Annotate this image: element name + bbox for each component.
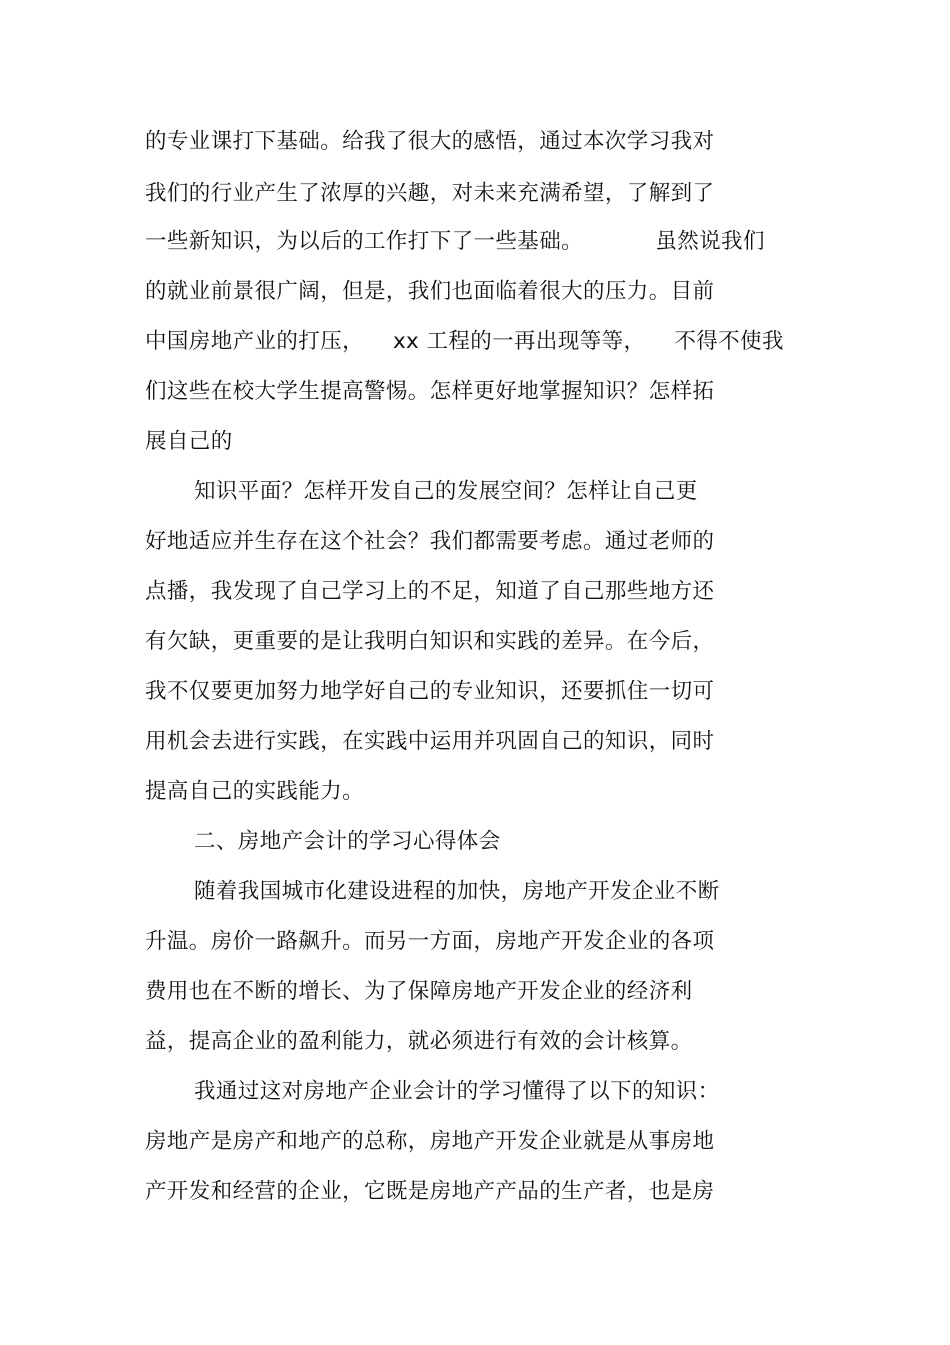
text-line: 我不仅要更加努力地学好自己的专业知识，还要抓住一切可 — [145, 679, 715, 704]
section-heading: 二、房地产会计的学习心得体会 — [194, 829, 501, 854]
text-line: 费用也在不断的增长、为了保障房地产开发企业的经济利 — [145, 979, 693, 1004]
text-line: 提高自己的实践能力。 — [145, 779, 365, 804]
text-line: 中国房地产业的打压， xx 工程的一再出现等等， 不得不使我 — [145, 329, 784, 354]
text-line: 用机会去进行实践，在实践中运用并巩固自己的知识，同时 — [145, 729, 715, 754]
text-line: 益，提高企业的盈利能力，就必须进行有效的会计核算。 — [145, 1029, 693, 1054]
text-line: 有欠缺，更重要的是让我明白知识和实践的差异。在今后， — [145, 629, 715, 654]
text-line: 的专业课打下基础。给我了很大的感悟，通过本次学习我对 — [145, 129, 715, 154]
text-line: 们这些在校大学生提高警惕。怎样更好地掌握知识？怎样拓 — [145, 379, 715, 404]
paragraph-start-line: 随着我国城市化建设进程的加快，房地产开发企业不断 — [194, 879, 720, 904]
text-line: 点播，我发现了自己学习上的不足，知道了自己那些地方还 — [145, 579, 715, 604]
text-line: 房地产是房产和地产的总称，房地产开发企业就是从事房地 — [145, 1129, 715, 1154]
text-line: 产开发和经营的企业，它既是房地产产品的生产者，也是房 — [145, 1179, 715, 1204]
paragraph-start-line: 知识平面？怎样开发自己的发展空间？怎样让自己更 — [194, 479, 698, 504]
text-line: 一些新知识，为以后的工作打下了一些基础。 虽然说我们 — [145, 229, 765, 254]
text-line: 好地适应并生存在这个社会？我们都需要考虑。通过老师的 — [145, 529, 715, 554]
text-line: 我们的行业产生了浓厚的兴趣，对未来充满希望，了解到了 — [145, 181, 715, 206]
paragraph-start-line: 我通过这对房地产企业会计的学习懂得了以下的知识： — [194, 1079, 720, 1104]
text-line: 展自己的 — [145, 429, 233, 454]
text-line: 的就业前景很广阔，但是，我们也面临着很大的压力。目前 — [145, 279, 715, 304]
text-line: 升温。房价一路飙升。而另一方面，房地产开发企业的各项 — [145, 929, 715, 954]
